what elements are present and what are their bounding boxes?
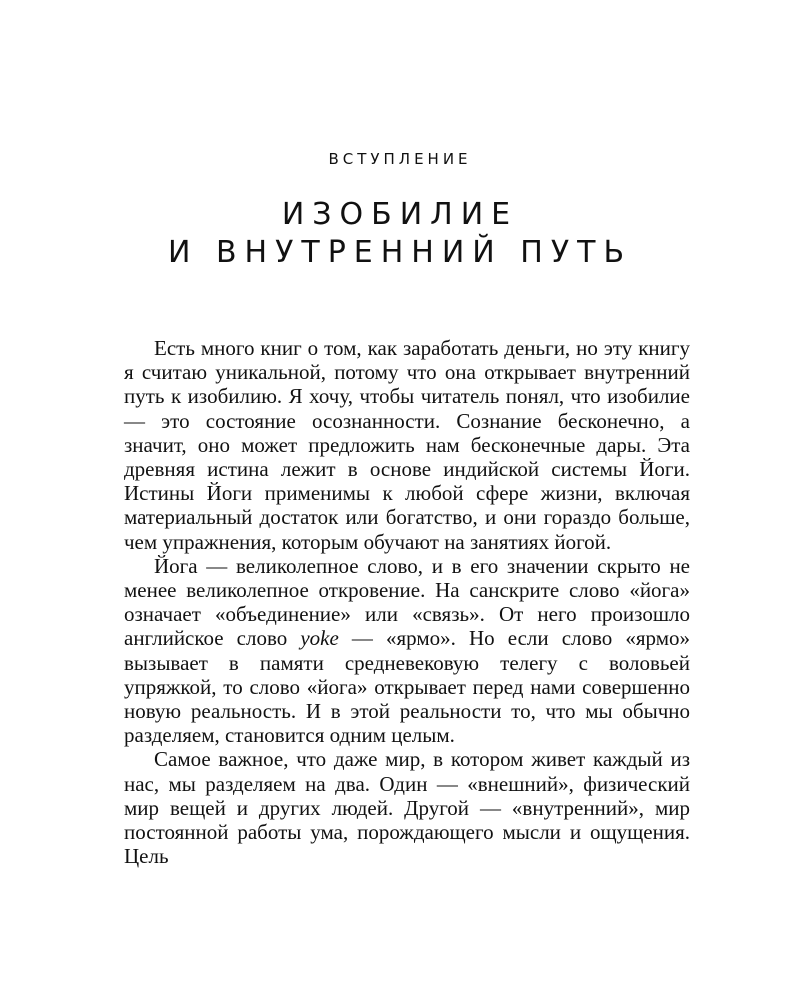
chapter-title (0, 196, 800, 272)
paragraph-1: Есть много книг о том, как заработать деньги, но эту книгу я считаю уникальной, потому что она открывает внутренний путь к изобилию. Я хочу, чтобы читатель понял, что изобилие — это состояние осознанности. Сознание бесконечно, а значит, оно может предложить нам бесконечные дары. Эта древняя истина лежит в основе индийской системы Йоги. Истины Йоги применимы к любой сфере жизни, включая материальный достаток или богатство, и они гораздо больше, чем упражнения, которым обучают на занятиях йогой. (124, 336, 690, 554)
paragraph-2 (124, 554, 690, 748)
section-label: ВСТУПЛЕНИЕ (328, 150, 472, 168)
paragraph-2-italic-word: yoke (300, 626, 339, 651)
body-text (124, 336, 690, 868)
chapter-title-line-1: ИЗОБИЛИЕ (281, 197, 519, 232)
chapter-title-line-2: И ВНУТРЕННИЙ ПУТЬ (167, 235, 633, 270)
paragraph-2-part-1: Йога — великолепное слово, и в его значении скрыто не менее великолепное откровение. На санскрите слово «йога» означает «объединение» или «связь». От него произошло английское слово (124, 553, 690, 651)
paragraph-2-part-2: — «ярмо». Но если слово «ярмо» вызывает в памяти средневековую телегу с воловьей упряжкой, то слово «йога» открывает перед нами совершенно новую реальность. И в этой реальности то, что мы обычно разделяем, становится одним целым. (124, 626, 690, 748)
paragraph-3: Самое важное, что даже мир, в котором живет каждый из нас, мы разделяем на два. Один — «внешний», физический мир вещей и других людей. Другой — «внутренний», мир постоянной работы ума, порождающего мысли и ощущения. Цель (124, 747, 690, 869)
